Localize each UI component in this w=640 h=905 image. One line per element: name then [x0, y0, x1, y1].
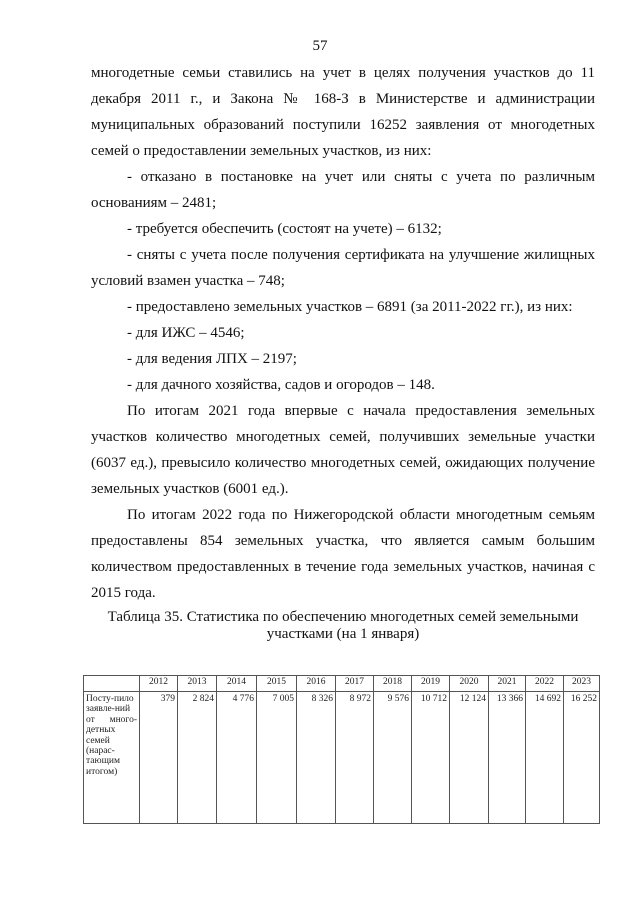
year-header-cell: 2014 [217, 676, 257, 692]
paragraph: - требуется обеспечить (состоят на учете) – 6132; [127, 221, 442, 237]
paragraph: - сняты с учета после получения сертификата на улучшение жилищных условий взамен участка – 748; [91, 247, 595, 289]
value-cell: 8 326 [297, 692, 336, 824]
paragraph: - отказано в постановке на учет или сняты с учета по различным основаниям – 2481; [91, 169, 595, 211]
value-cell: 9 576 [374, 692, 412, 824]
year-header-cell: 2015 [257, 676, 297, 692]
body-text [91, 60, 595, 606]
paragraph: По итогам 2021 года впервые с начала предоставления земельных участков количество многодетных семей, получивших земельные участки (6037 ед.), превысило количество многодетных семей, ожидающих получение земельных участков (6001 ед.). [91, 403, 595, 497]
value-cell: 8 972 [336, 692, 374, 824]
year-header-cell: 2019 [412, 676, 450, 692]
value-cell: 12 124 [450, 692, 489, 824]
value-cell: 2 824 [178, 692, 217, 824]
value-cell: 7 005 [257, 692, 297, 824]
year-header-cell: 2022 [526, 676, 564, 692]
year-header-cell: 2021 [489, 676, 526, 692]
year-header-cell: 2013 [178, 676, 217, 692]
table-header-row [84, 676, 600, 692]
year-header-cell: 2020 [450, 676, 489, 692]
statistics-table [83, 675, 600, 824]
year-header-cell: 2023 [564, 676, 600, 692]
row-header-cell: Посту-пило заявле-ний от много-детных семей (нарас-тающим итогом) [84, 692, 140, 824]
year-header-cell: 2016 [297, 676, 336, 692]
value-cell: 16 252 [564, 692, 600, 824]
paragraph: многодетные семьи ставились на учет в целях получения участков до 11 декабря 2011 г., и Закона № 168-З в Министерстве и администрации муниципальных образований поступили 16252 заявления от многодетных семей о предоставлении земельных участков, из них: [91, 65, 595, 159]
value-cell: 4 776 [217, 692, 257, 824]
paragraph: - для ведения ЛПХ – 2197; [127, 351, 297, 367]
paragraph: - для ИЖС – 4546; [127, 325, 245, 341]
paragraph: По итогам 2022 года по Нижегородской области многодетным семьям предоставлены 854 земельных участка, что является самым большим количеством предоставленных в течение года земельных участков, начиная с 2015 года. [91, 507, 595, 601]
paragraph: - для дачного хозяйства, садов и огородов – 148. [127, 377, 435, 393]
paragraph: - предоставлено земельных участков – 6891 (за 2011-2022 гг.), из них: [127, 299, 573, 315]
value-cell: 13 366 [489, 692, 526, 824]
value-cell: 379 [140, 692, 178, 824]
year-header-cell: 2017 [336, 676, 374, 692]
table-caption: Таблица 35. Статистика по обеспечению многодетных семей земельными участками (на 1 января) [107, 609, 579, 642]
table-row [84, 692, 600, 824]
value-cell: 10 712 [412, 692, 450, 824]
value-cell: 14 692 [526, 692, 564, 824]
year-header-cell: 2012 [140, 676, 178, 692]
page-number: 57 [312, 38, 328, 54]
year-header-cell: 2018 [374, 676, 412, 692]
table-corner-cell [84, 676, 140, 692]
